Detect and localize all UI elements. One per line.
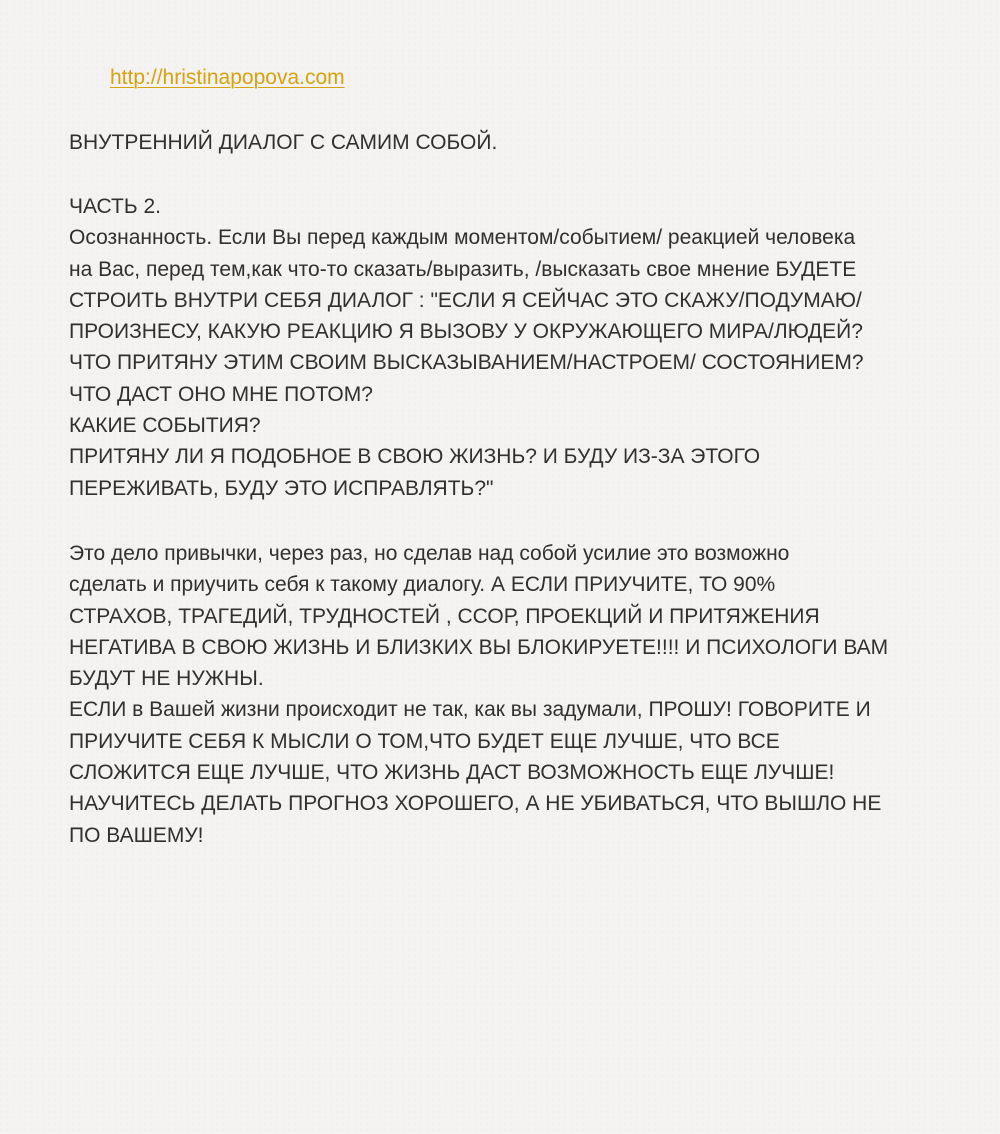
part-paragraph: [69, 191, 969, 504]
text-line: сделать и приучить себя к такому диалогу. А ЕСЛИ ПРИУЧИТЕ, ТО 90%: [69, 573, 776, 597]
closing-paragraph: [69, 538, 969, 851]
text-line: ЕСЛИ в Вашей жизни происходит не так, как вы задумали, ПРОШУ! ГОВОРИТЕ И: [69, 698, 871, 722]
text-line: ПРИУЧИТЕ СЕБЯ К МЫСЛИ О ТОМ,ЧТО БУДЕТ ЕЩЕ ЛУЧШЕ, ЧТО ВСЕ: [69, 729, 780, 753]
text-line: ПО ВАШЕМУ!: [69, 823, 204, 847]
text-line: СТРОИТЬ ВНУТРИ СЕБЯ ДИАЛОГ : "ЕСЛИ Я СЕЙЧАС ЭТО СКАЖУ/ПОДУМАЮ/: [69, 288, 862, 312]
text-line: на Вас, перед тем,как что-то сказать/выразить, /высказать свое мнение БУДЕТЕ: [69, 257, 857, 281]
text-line: СТРАХОВ, ТРАГЕДИЙ, ТРУДНОСТЕЙ , ССОР, ПРОЕКЦИЙ И ПРИТЯЖЕНИЯ: [69, 604, 820, 628]
text-line: ЧТО ДАСТ ОНО МНЕ ПОТОМ?: [69, 382, 373, 406]
text-line: ЧАСТЬ 2.: [69, 195, 161, 218]
text-line: ПРИТЯНУ ЛИ Я ПОДОБНОЕ В СВОЮ ЖИЗНЬ? И БУДУ ИЗ-ЗА ЭТОГО: [69, 445, 761, 469]
text-line: НЕГАТИВА В СВОЮ ЖИЗНЬ И БЛИЗКИХ ВЫ БЛОКИРУЕТЕ!!!! И ПСИХОЛОГИ ВАМ: [69, 635, 889, 659]
text-line: БУДУТ НЕ НУЖНЫ.: [69, 667, 264, 691]
text-line: ПЕРЕЖИВАТЬ, БУДУ ЭТО ИСПРАВЛЯТЬ?": [69, 476, 494, 500]
text-line: Осознанность. Если Вы перед каждым моментом/событием/ реакцией человека: [69, 226, 856, 250]
text-line: ПРОИЗНЕСУ, КАКУЮ РЕАКЦИЮ Я ВЫЗОВУ У ОКРУЖАЮЩЕГО МИРА/ЛЮДЕЙ?: [69, 320, 863, 344]
note-title: ВНУТРЕННИЙ ДИАЛОГ С САМИМ СОБОЙ.: [69, 131, 498, 154]
text-line: СЛОЖИТСЯ ЕЩЕ ЛУЧШЕ, ЧТО ЖИЗНЬ ДАСТ ВОЗМОЖНОСТЬ ЕЩЕ ЛУЧШЕ!: [69, 761, 835, 785]
text-line: ЧТО ПРИТЯНУ ЭТИМ СВОИМ ВЫСКАЗЫВАНИЕМ/НАСТРОЕМ/ СОСТОЯНИЕМ?: [69, 351, 864, 375]
text-line: КАКИЕ СОБЫТИЯ?: [69, 414, 261, 438]
text-line: НАУЧИТЕСЬ ДЕЛАТЬ ПРОГНОЗ ХОРОШЕГО, А НЕ УБИВАТЬСЯ, ЧТО ВЫШЛО НЕ: [69, 792, 882, 816]
website-link[interactable]: http://hristinapopova.com: [110, 66, 345, 89]
text-line: Это дело привычки, через раз, но сделав над собой усилие это возможно: [69, 542, 790, 565]
